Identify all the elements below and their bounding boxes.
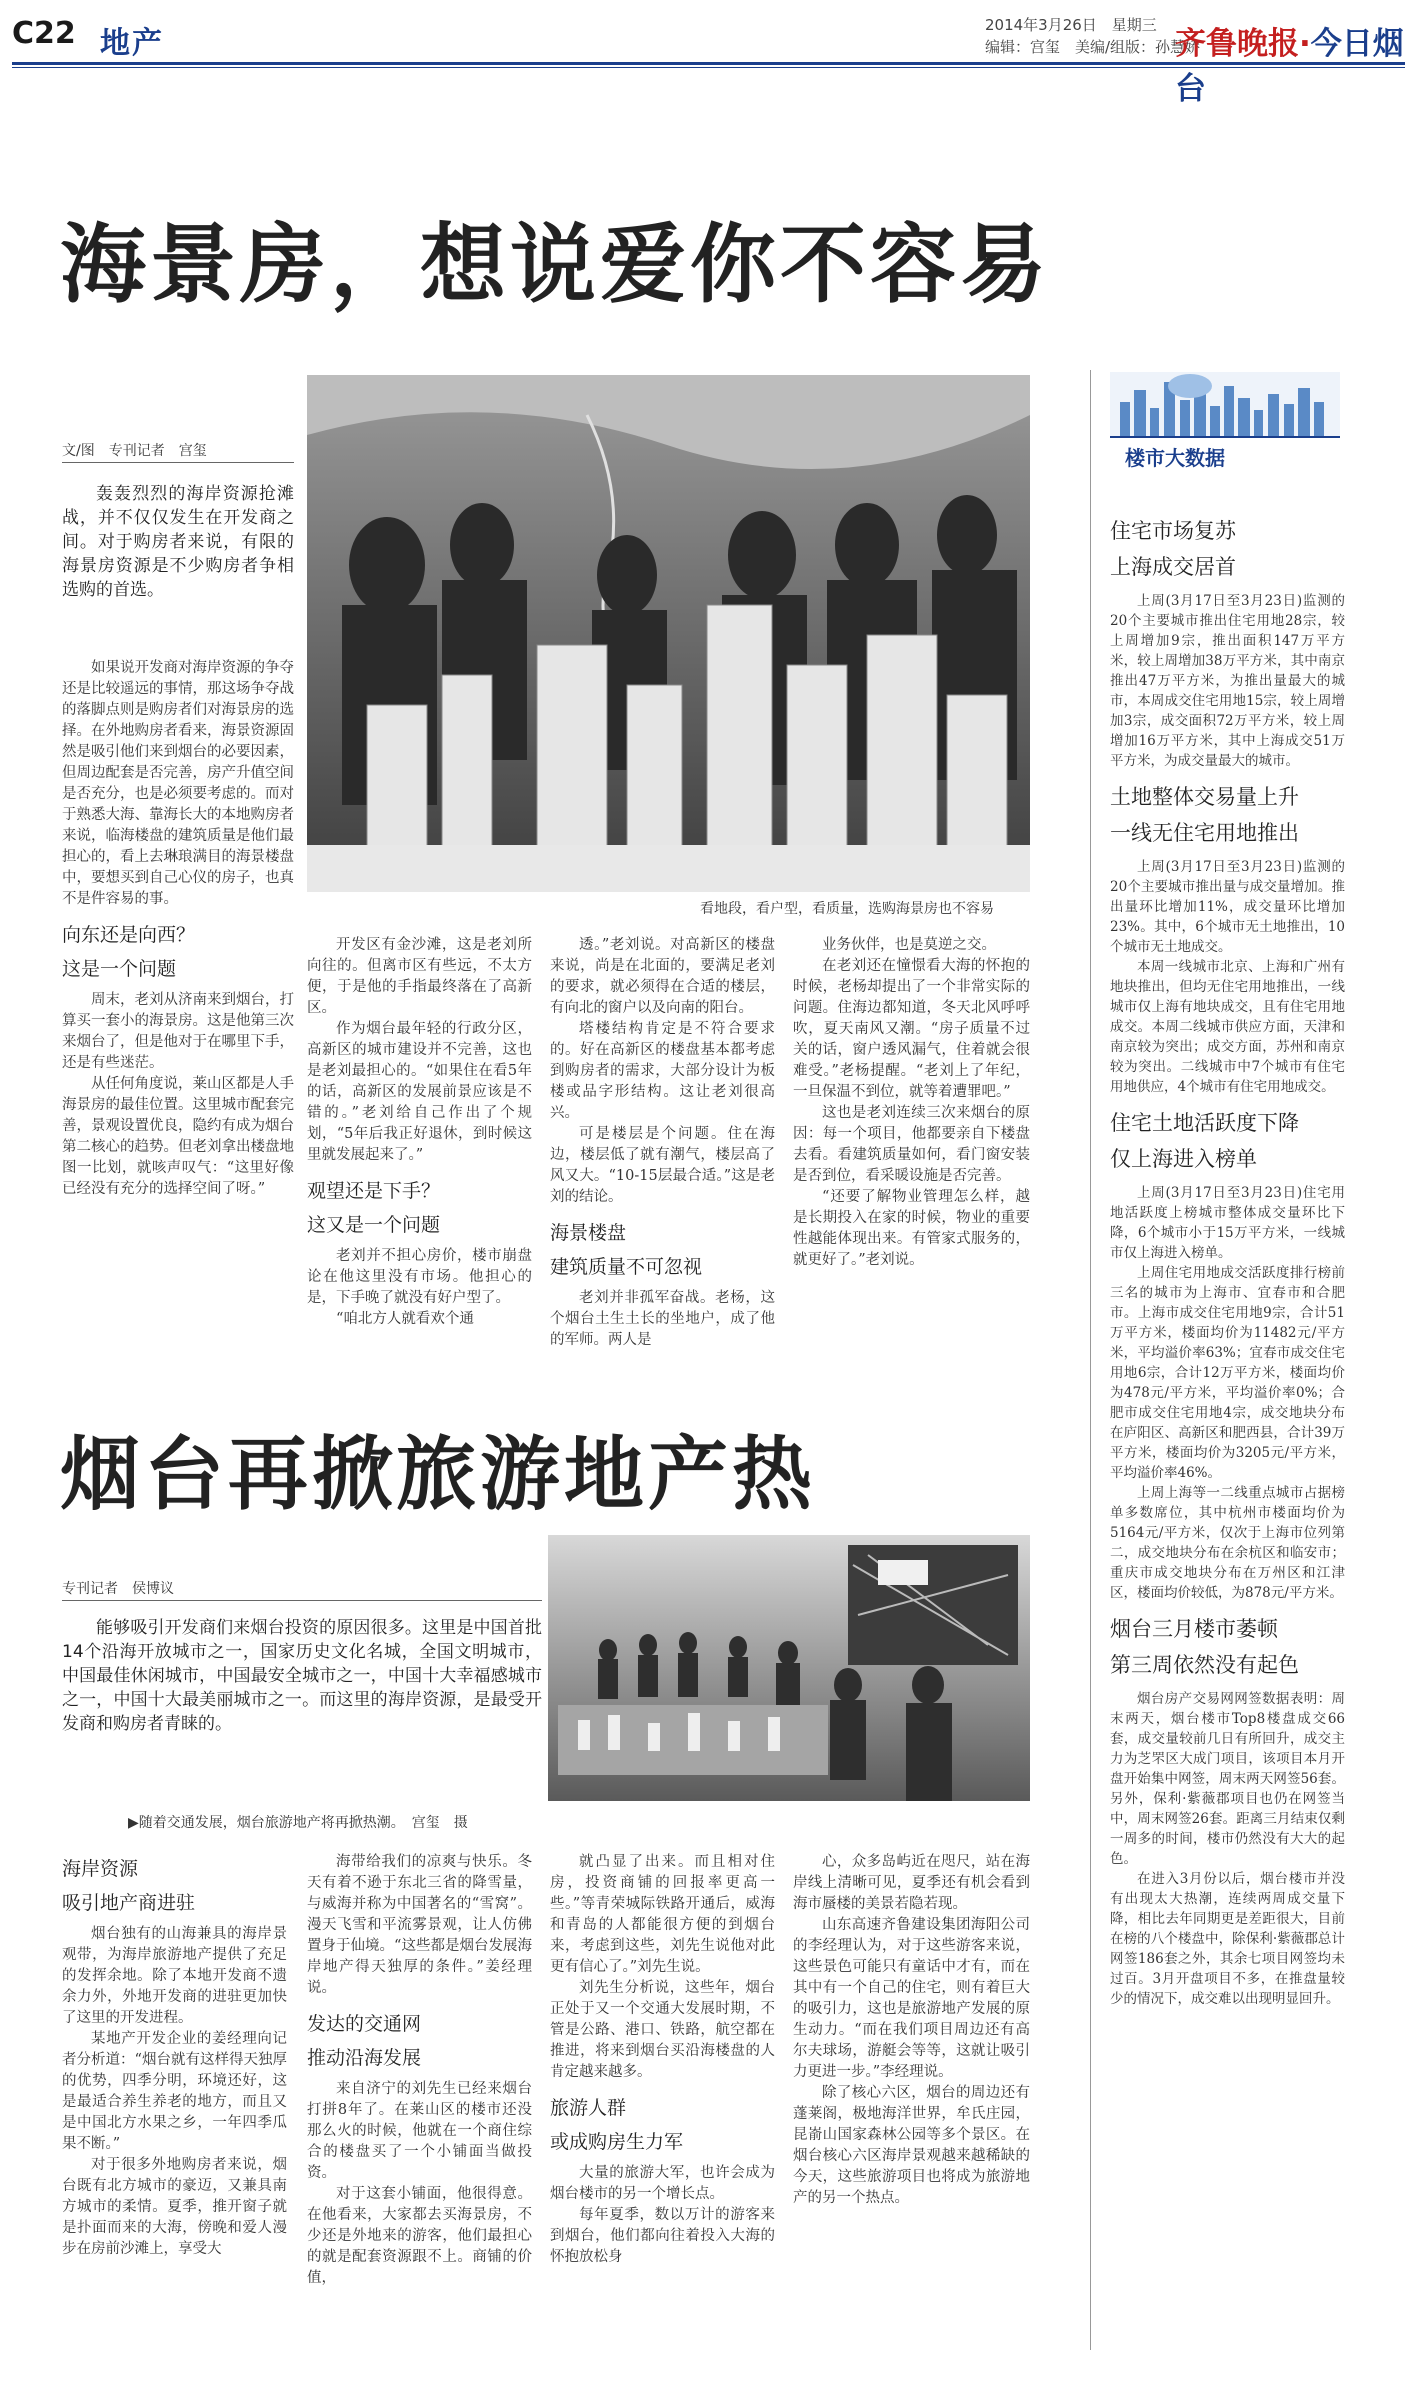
title-line: 烟台三月楼市萎顿 — [1110, 1617, 1278, 1641]
paragraph: 对于很多外地购房者来说，烟台既有北方城市的豪迈，又兼具南方城市的柔情。夏季，推开窗子就是扑面而来的大海，傍晚和爱人漫步在房前沙滩上，享受大 — [62, 2157, 287, 2257]
paragraph: 老刘并不担心房价，楼市崩盘论在他这里没有市场。他担心的是，下手晚了就没有好户型了。 — [307, 1248, 532, 1306]
paragraph: 上周(3月17日至3月23日)监测的20个主要城市推出住宅用地28宗，较上周增加9宗，推出面积147万平方米，较上周增加38万平方米，其中南京推出47万平方米，为推出量最大的城市，本周成交住宅用地15宗，较上周增加3宗，成交面积72万平方米，较上周增加16万平方米，其中上海成交51万平方米，为成交量最大的城市。 — [1110, 593, 1345, 769]
article1-subhead1 — [62, 918, 294, 986]
article2-col1 — [62, 1852, 287, 2260]
paragraph: 这也是老刘连续三次来烟台的原因：每一个项目，他都要亲自下楼盘去看。看建筑质量如何，看门窗安装是否到位，看采暖设施是否完善。 — [793, 1105, 1030, 1184]
paragraph: 海带给我们的凉爽与快乐。冬天有着不逊于东北三省的降雪量，与威海并称为中国著名的“雪窝”。漫天飞雪和平流雾景观，让人仿佛置身于仙境。“这些都是烟台发展海岸地产得天独厚的条件。”姜经理说。 — [307, 1854, 532, 1996]
article2-lead: 能够吸引开发商们来烟台投资的原因很多。这里是中国首批14个沿海开放城市之一，国家历史文化名城，全国文明城市，中国最佳休闲城市，中国最安全城市之一，中国十大幸福感城市之一，中国十大最美丽城市之一。而这里的海岸资源，是最受开发商和购房者青睐的。 — [62, 1618, 542, 1734]
article2-photo — [548, 1535, 1030, 1801]
paragraph: 开发区有金沙滩，这是老刘所向往的。但离市区有些远，不太方便，于是他的手指最终落在了高新区。 — [307, 937, 532, 1016]
article1-byline: 文/图 专刊记者 宫玺 — [62, 443, 207, 459]
paragraph: 业务伙伴，也是莫逆之交。 — [822, 937, 996, 953]
paragraph: 大量的旅游大军，也许会成为烟台楼市的另一个增长点。 — [550, 2165, 775, 2202]
header-rule — [12, 62, 1405, 65]
sidebar-logo-text: 楼市大数据 — [1125, 446, 1225, 470]
subhead-line: 观望还是下手？ — [307, 1180, 441, 1202]
subhead-line: 这是一个问题 — [62, 958, 177, 980]
paragraph: 周末，老刘从济南来到烟台，打算买一套小的海景房。这是他第三次来烟台了，但是他对于在哪里下手，还是有些迷茫。 — [62, 992, 294, 1071]
paragraph: 山东高速齐鲁建设集团海阳公司的李经理认为，对于这些游客来说，这些景色可能只有童话中才有，而在其中有一个自己的住宅，则有着巨大的吸引力，这也是旅游地产发展的原生动力。“而在我们项目周边还有高尔夫球场，游艇会等等，这就让吸引力更进一步。”李经理说。 — [793, 1917, 1030, 2080]
article2-col2 — [307, 1852, 532, 2289]
article2-subhead2 — [307, 2007, 532, 2075]
sidebar-item — [1110, 1105, 1345, 1603]
title-line: 仅上海进入榜单 — [1110, 1147, 1257, 1171]
page-number: C22 — [12, 16, 76, 51]
paragraph: 每年夏季，数以万计的游客来到烟台，他们都向往着投入大海的怀抱放松身 — [550, 2207, 775, 2265]
article1-photo-caption: 看地段，看户型，看质量，选购海景房也不容易 — [700, 901, 994, 917]
sidebar-item — [1110, 779, 1345, 1097]
article1-subhead2 — [307, 1174, 532, 1242]
paragraph: 在老刘还在憧憬看大海的怀抱的时候，老杨却提出了一个非常实际的问题。住海边都知道，冬天北风呼呼吹，夏天南风又潮。“房子质量不过关的话，窗户透风漏气，住着就会很难受。”老杨提醒。“老刘上了年纪，一旦保温不到位，就等着遭罪吧。” — [793, 958, 1030, 1100]
sidebar-item-body — [1110, 1689, 1345, 2009]
sidebar-item — [1110, 1611, 1345, 2009]
subhead-line: 吸引地产商进驻 — [62, 1892, 196, 1914]
paragraph: 烟台房产交易网网签数据表明：周末两天，烟台楼市Top8楼盘成交66套，成交量较前几日有所回升，成交主力为芝罘区大成门项目，该项目本月开盘开始集中网签，周末两天网签56套。另外，保利·紫薇郡项目也仍在网签当中，周末网签26套。距离三月结束仅剩一周多的时间，楼市仍然没有大大的起色。 — [1110, 1691, 1345, 1867]
subhead-line: 发达的交通网 — [307, 2013, 422, 2035]
article2-col3 — [550, 1852, 775, 2268]
article1-headline: 海景房，想说爱你不容易 — [60, 215, 1050, 315]
article1-subhead3 — [550, 1216, 775, 1284]
issue-info — [985, 14, 1200, 58]
sidebar-item-title — [1110, 779, 1345, 851]
paragraph: 某地产开发企业的姜经理向记者分析道：“烟台就有这样得天独厚的优势，四季分明，环境还好，这是最适合养生养老的地方，而且又是中国北方水果之乡，一年四季瓜果不断。” — [62, 2031, 287, 2152]
paragraph: 在进入3月份以后，烟台楼市并没有出现太大热潮，连续两周成交量下降，相比去年同期更是差距很大，目前在榜的八个楼盘中，除保利·紫薇郡总计网签186套之外，其余七项目网签均未过百。3月开盘项目不多，在推盘量较少的情况下，成交难以出现明显回升。 — [1110, 1871, 1345, 2007]
paragraph: “咱北方人就看欢个通 — [336, 1311, 474, 1327]
paragraph: 塔楼结构肯定是不符合要求的。好在高新区的楼盘基本都考虑到购房者的需求，大部分设计为板楼或品字形结构。这让老刘很高兴。 — [550, 1021, 775, 1121]
article2-headline: 烟台再掀旅游地产热 — [60, 1428, 816, 1521]
brand-name: 齐鲁晚报· — [1175, 26, 1311, 62]
sidebar-item-title — [1110, 513, 1345, 585]
article1-col1 — [62, 658, 294, 1200]
subhead-line: 旅游人群 — [550, 2097, 627, 2119]
article2-byline: 专刊记者 侯博议 — [62, 1581, 174, 1597]
header-rule-thin — [12, 67, 1405, 68]
paragraph: 从任何角度说，莱山区都是人手海景房的最佳位置。这里城市配套完善，景观设置优良，隐约有成为烟台第二核心的趋势。但老刘拿出楼盘地图一比划，就咳声叹气：“这里好像已经没有充分的选择空间了呀。” — [62, 1076, 294, 1197]
title-line: 住宅土地活跃度下降 — [1110, 1111, 1299, 1135]
sidebar-column — [1110, 505, 1345, 2009]
article1-col3 — [550, 935, 775, 1351]
sidebar-divider — [1090, 370, 1091, 2350]
sidebar-item-body — [1110, 1183, 1345, 1603]
article2-subhead1 — [62, 1852, 287, 1920]
article2-byline-rule — [62, 1600, 542, 1601]
paragraph: 本周一线城市北京、上海和广州有地块推出，但均无住宅用地推出，一线城市仅上海有地块成交，且有住宅用地成交。本周二线城市供应方面，天津和南京较为突出；成交方面，苏州和南京较为突出。二线城市中7个城市有住宅用地供应，4个城市有住宅用地成交。 — [1110, 959, 1345, 1095]
article1-lead: 轰轰烈烈的海岸资源抢滩战，并不仅仅发生在开发商之间。对于购房者来说，有限的海景房资源是不少购房者争相选购的首选。 — [62, 484, 294, 600]
article1-col2 — [307, 935, 532, 1330]
paragraph: 来自济宁的刘先生已经来烟台打拼8年了。在莱山区的楼市还没那么火的时候，他就在一个商住综合的楼盘买了一个小铺面当做投资。 — [307, 2081, 532, 2181]
paragraph: 可是楼层是个问题。住在海边，楼层低了就有潮气，楼层高了风又大。“10-15层最合适。”这是老刘的结论。 — [550, 1126, 775, 1205]
article2-col4 — [793, 1852, 1030, 2209]
paragraph: 就凸显了出来。而且相对住房，投资商铺的回报率更高一些。”等青荣城际铁路开通后，威海和青岛的人都能很方便的到烟台来，考虑到这些，刘先生说他对此更有信心了。”刘先生说。 — [550, 1854, 775, 1975]
title-line: 上海成交居首 — [1110, 555, 1236, 579]
title-line: 第三周依然没有起色 — [1110, 1653, 1299, 1677]
subhead-line: 海岸资源 — [62, 1858, 139, 1880]
paragraph: 刘先生分析说，这些年，烟台正处于又一个交通大发展时期，不管是公路、港口、铁路，航空都在推进，将来到烟台买沿海楼盘的人肯定越来越多。 — [550, 1980, 775, 2080]
paragraph: 老刘并非孤军奋战。老杨，这个烟台土生土长的坐地户，成了他的军师。两人是 — [550, 1290, 775, 1348]
paragraph: 如果说开发商对海岸资源的争夺还是比较遥远的事情，那这场争夺战的落脚点则是购房者们对海景房的选择。在外地购房者看来，海景资源固然是吸引他们来到烟台的必要因素，但周边配套是否完善，房产升值空间是否充分，也是必须要考虑的。而对于熟悉大海、靠海长大的本地购房者来说，临海楼盘的建筑质量是他们最担心的，看上去琳琅满目的海景楼盘中，要想买到自己心仪的房子，也真不是件容易的事。 — [62, 660, 294, 907]
subhead-line: 这又是一个问题 — [307, 1214, 441, 1236]
photo-sales-model — [307, 375, 1030, 892]
paragraph: 上周(3月17日至3月23日)监测的20个主要城市推出量与成交量增加。推出量环比增加11%，成交量环比增加23%。其中，6个城市无土地推出，10个城市无土地成交。 — [1110, 859, 1345, 955]
sidebar-item-title — [1110, 1105, 1345, 1177]
sidebar-item-body — [1110, 857, 1345, 1097]
article1-photo — [307, 375, 1030, 892]
paragraph: 除了核心六区，烟台的周边还有蓬莱阁，极地海洋世界，牟氏庄园，昆嵛山国家森林公园等多个景区。在烟台核心六区海岸景观越来越稀缺的今天，这些旅游项目也将成为旅游地产的另一个热点。 — [793, 2085, 1030, 2206]
title-line: 一线无住宅用地推出 — [1110, 821, 1299, 845]
subhead-line: 向东还是向西？ — [62, 924, 196, 946]
article2-subhead3 — [550, 2091, 775, 2159]
paragraph: 作为烟台最年轻的行政分区，高新区的城市建设并不完善，这也是老刘最担心的。“如果住在看5年的话，高新区的发展前景应该是不错的。”老刘给自己作出了个规划，“5年后我正好退休，到时候这里就发展起来了。” — [307, 1021, 532, 1163]
paragraph: 透。”老刘说。对高新区的楼盘来说，尚是在北面的，要满足老刘的要求，就必须得在合适的楼层，有向北的窗户以及向南的阳台。 — [550, 937, 775, 1016]
article2-photo-caption: ▶随着交通发展，烟台旅游地产将再掀热潮。 宫玺 摄 — [128, 1815, 468, 1831]
subhead-line: 推动沿海发展 — [307, 2047, 422, 2069]
paragraph: 心，众多岛屿近在咫尺，站在海岸线上清晰可见，夏季还有机会看到海市蜃楼的美景若隐若现。 — [793, 1854, 1030, 1912]
photo-model-viewers — [548, 1535, 1030, 1801]
article1-byline-rule — [62, 462, 294, 463]
sidebar-item — [1110, 513, 1345, 771]
brand-edition: 今日烟台 — [1175, 26, 1404, 107]
paragraph: 上周上海等一二线重点城市占据榜单多数席位，其中杭州市楼面均价为5164元/平方米，仅次于上海市位列第二，成交地块分布在余杭区和临安市；重庆市成交地块分布在万州区和江津区，楼面均价较低，为878元/平方米。 — [1110, 1485, 1345, 1601]
issue-editors: 编辑：宫玺 美编/组版：孙慧娇 — [985, 38, 1201, 56]
paragraph: 上周住宅用地成交活跃度排行榜前三名的城市为上海市、宜春市和合肥市。上海市成交住宅用地9宗，合计51万平方米，楼面均价为11482元/平方米，平均溢价率63%；宜春市成交住宅用地6宗，合计12万平方米，楼面均价为478元/平方米，平均溢价率0%；合肥市成交住宅用地4宗，成交地块分布在庐阳区、高新区和肥西县，合计39万平方米，楼面均价为3205元/平方米，平均溢价率46%。 — [1110, 1265, 1345, 1481]
article1-col4 — [793, 935, 1030, 1271]
paragraph: “还要了解物业管理怎么样，越是长期投入在家的时候，物业的重要性越能体现出来。有管家式服务的，就更好了。”老刘说。 — [793, 1189, 1030, 1268]
title-line: 土地整体交易量上升 — [1110, 785, 1299, 809]
paragraph: 烟台独有的山海兼具的海岸景观带，为海岸旅游地产提供了充足的发挥余地。除了本地开发商不遗余力外，外地开发商的进驻更加快了这里的开发进程。 — [62, 1926, 287, 2026]
paragraph: 对于这套小铺面，他很得意。在他看来，大家都去买海景房，不少还是外地来的游客，他们最担心的就是配套资源跟不上。商铺的价值， — [307, 2186, 532, 2286]
issue-date: 2014年3月26日 星期三 — [985, 16, 1157, 34]
title-line: 住宅市场复苏 — [1110, 519, 1236, 543]
subhead-line: 或成购房生力军 — [550, 2131, 684, 2153]
sidebar-item-title — [1110, 1611, 1345, 1683]
subhead-line: 海景楼盘 — [550, 1222, 627, 1244]
sidebar-item-body — [1110, 591, 1345, 771]
paragraph: 上周(3月17日至3月23日)住宅用地活跃度上榜城市整体成交量环比下降，6个城市小于15万平方米，一线城市仅上海进入榜单。 — [1110, 1185, 1345, 1261]
section-name: 地产 — [100, 26, 164, 61]
subhead-line: 建筑质量不可忽视 — [550, 1256, 703, 1278]
